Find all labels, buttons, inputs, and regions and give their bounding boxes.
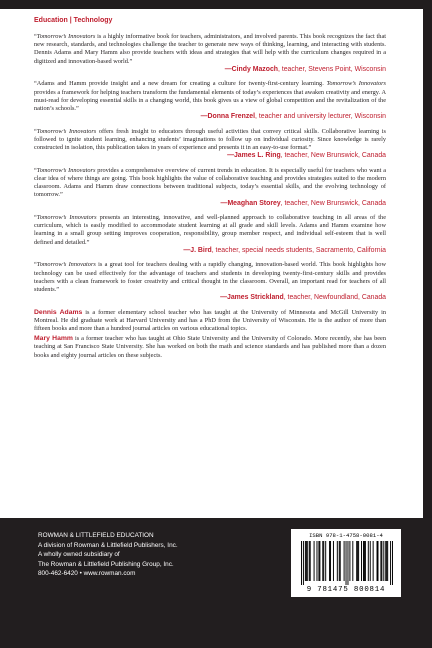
reviewer-role: , teacher, New Brunswick, Canada: [280, 199, 386, 207]
barcode-bar: [307, 541, 308, 581]
barcode-bar: [357, 541, 358, 581]
barcode-bar: [319, 541, 320, 581]
barcode-bar: [306, 541, 307, 581]
publisher-subsidiary: A wholly owned subsidiary of: [38, 551, 120, 558]
reviews-list: [34, 33, 386, 303]
barcode-bar: [368, 541, 369, 581]
review: [34, 128, 386, 161]
publisher-footer: [0, 518, 432, 648]
reviewer-name: —J. Bird: [183, 246, 212, 254]
reviewer-name: —Cindy Mazoch: [224, 65, 278, 73]
barcode-bar: [380, 541, 381, 581]
barcode-bar: [377, 541, 378, 581]
barcode-bar: [358, 541, 359, 581]
barcode-bar: [344, 541, 345, 581]
reviewer-name: —Meaghan Storey: [220, 199, 281, 207]
barcode-bar: [346, 541, 347, 585]
bio-text: is a former teacher who has taught at Ohio State University and the University of Colorado. More recently, she has been teaching at San Francisco State University. She has worked on both the math and science standards and has published more than a dozen books and eighty journal articles on these subjects.: [34, 335, 387, 359]
barcode-bar: [385, 541, 386, 581]
barcode-bar: [340, 541, 341, 581]
barcode-bar: [333, 541, 334, 581]
reviewer-role: , teacher and university lecturer, Wisconsin: [255, 113, 386, 121]
barcode-bars: [301, 541, 393, 585]
review: [34, 167, 386, 208]
review-attribution: [34, 66, 386, 75]
publisher-name: ROWMAN & LITTLEFIELD EDUCATION: [38, 532, 154, 539]
publisher-group: The Rowman & Littlefield Publishing Group, Inc.: [38, 560, 174, 568]
publisher-division: A division of Rowman & Littlefield Publishers, Inc.: [38, 541, 178, 549]
review-attribution: [34, 152, 386, 161]
barcode-bar: [352, 541, 353, 581]
review-attribution: [34, 294, 386, 303]
review-attribution: [34, 247, 386, 256]
barcode-bar: [386, 541, 387, 581]
reviewer-name: —Donna Frenzel: [200, 113, 256, 121]
review-quote: “Tomorrow’s Innovators is a highly informative book for teachers, administrators, and involved parents. This book recognizes the fact that new research, standards, and technologies challenge the teacher to generate new ways of thinking, learning, and interacting with students. Dennis Adams and Mary Hamm also provide teachers with ideas and strategies that will help with the curriculum changes required in a digitized and innovation-based world.”: [34, 33, 386, 65]
reviewer-name: —James L. Ring: [227, 152, 281, 160]
barcode-bar: [361, 541, 362, 581]
review-attribution: [34, 200, 386, 209]
bio-text: is a former elementary school teacher who has taught at the University of Minnesota and McGill University in Montreal. He did graduate work at Harvard University and has a PhD from the University of Wisconsin. He is the author of more than fifteen books and more than a hundred journal articles on various educational topics.: [34, 308, 386, 333]
category-label: Education | Technology: [34, 17, 113, 24]
bio-paragraph: [34, 335, 386, 360]
barcode-bar: [310, 541, 311, 581]
review-quote: “Adams and Hamm provide insight and a new dream for creating a culture for twenty-first-century learning. Tomorrow’s Innovators provides a framework for helping teachers transform the fundamental elements of today’s experiences that awaken creativity and energy. A must-read for developing essential skills in a changing world, this book gives us a view of global competition and the revitalization of the nation’s schools.”: [34, 80, 386, 112]
barcode-bar: [363, 541, 364, 581]
isbn-label: ISBN 978-1-4758-0081-4: [309, 532, 383, 539]
author-bio-mary-hamm: [34, 335, 386, 360]
barcode-bar: [339, 541, 340, 581]
barcode-bar: [301, 541, 302, 585]
barcode-bar: [356, 541, 357, 581]
barcode-bar: [309, 541, 310, 581]
publisher-info: [38, 531, 258, 579]
barcode-bar: [383, 541, 384, 581]
publisher-contact: 800-462-6420 • www.rowman.com: [38, 570, 136, 577]
barcode-bar: [390, 541, 391, 585]
author-name: Dennis Adams: [34, 308, 83, 316]
review-quote: “Tomorrow’s Innovators provides a comprehensive overview of current trends in education. It is especially useful for teachers who want a clear idea of where things are going. This book highlights the value of collaborative teaching and provides strategies suited to the modern classroom. Adams and Hamm draw connections between traditional subjects, today’s essential skills, and the evolving technology of tomorrow.”: [34, 166, 386, 199]
barcode-bar: [303, 541, 304, 585]
barcode-bar: [322, 541, 323, 581]
barcode-bar: [314, 541, 315, 581]
barcode-bar: [347, 541, 348, 585]
barcode-bar: [381, 541, 382, 581]
barcode-bar: [370, 541, 371, 581]
barcode-bar: [373, 541, 374, 581]
author-bio-dennis-adams: [34, 309, 386, 334]
reviewer-name: —James Strickland: [220, 294, 284, 302]
barcode-bar: [316, 541, 317, 581]
review-attribution: [34, 113, 386, 122]
content-area: [34, 17, 386, 360]
reviewer-role: , teacher, Newfoundland, Canada: [283, 294, 386, 302]
barcode-number: 9 781475 800814: [306, 586, 386, 594]
barcode-bar: [318, 541, 319, 581]
barcode-bar: [330, 541, 331, 581]
barcode-bar: [365, 541, 366, 581]
barcode-bar: [325, 541, 326, 581]
barcode-panel: [291, 529, 401, 597]
review-quote: “Tomorrow’s Innovators offers fresh insight to educators through useful activities that convey critical skills. Collaborative learning is followed to ignite student learning, enhancing students’ imaginations to follow up on individual curiosity. Since knowledge is rarely constructed in isolation, this publication takes in years of experience and presents it in an easy-to-use format.”: [34, 127, 386, 152]
barcode-bar: [323, 541, 324, 581]
reviewer-role: , teacher, special needs students, Sacramento, California: [211, 246, 386, 254]
review: [34, 261, 386, 302]
barcode-bar: [329, 541, 330, 581]
barcode-bar: [337, 541, 338, 581]
barcode-bar: [364, 541, 365, 581]
barcode-bar: [349, 541, 350, 581]
review-quote: “Tomorrow’s Innovators is a great tool for teachers dealing with a rapidly changing, innovation-based world. This book highlights how technology can be used effectively for the advantage of teachers and students in developing twenty-first-century skills and provides teachers with a clean framework to foster creativity and critical thought in the classroom. Overall, an important read for teachers of all students.”: [34, 261, 386, 293]
review: [34, 214, 386, 255]
review: [34, 80, 386, 121]
bio-paragraph: [34, 309, 386, 334]
barcode-bar: [392, 541, 393, 585]
barcode-bar: [387, 541, 388, 581]
author-name: Mary Hamm: [34, 335, 73, 343]
review: [34, 33, 386, 74]
review-quote: “Tomorrow’s Innovators presents an interesting, innovative, and well-planned approach to collaborative teaching in all areas of the curriculum, which is easily modified to accommodate student learning at all grade and skill levels. Adams and Hamm examine how learning in a small group setting improves cooperation, responsibility, group member respect, and individual self-esteem that is well defined and detailed.”: [34, 214, 386, 246]
barcode-bar: [305, 541, 306, 581]
reviewer-role: , teacher, New Brunswick, Canada: [280, 152, 386, 160]
reviewer-role: , teacher, Stevens Point, Wisconsin: [277, 65, 386, 73]
top-dark-band: [0, 0, 432, 9]
barcode-bar: [378, 541, 379, 581]
